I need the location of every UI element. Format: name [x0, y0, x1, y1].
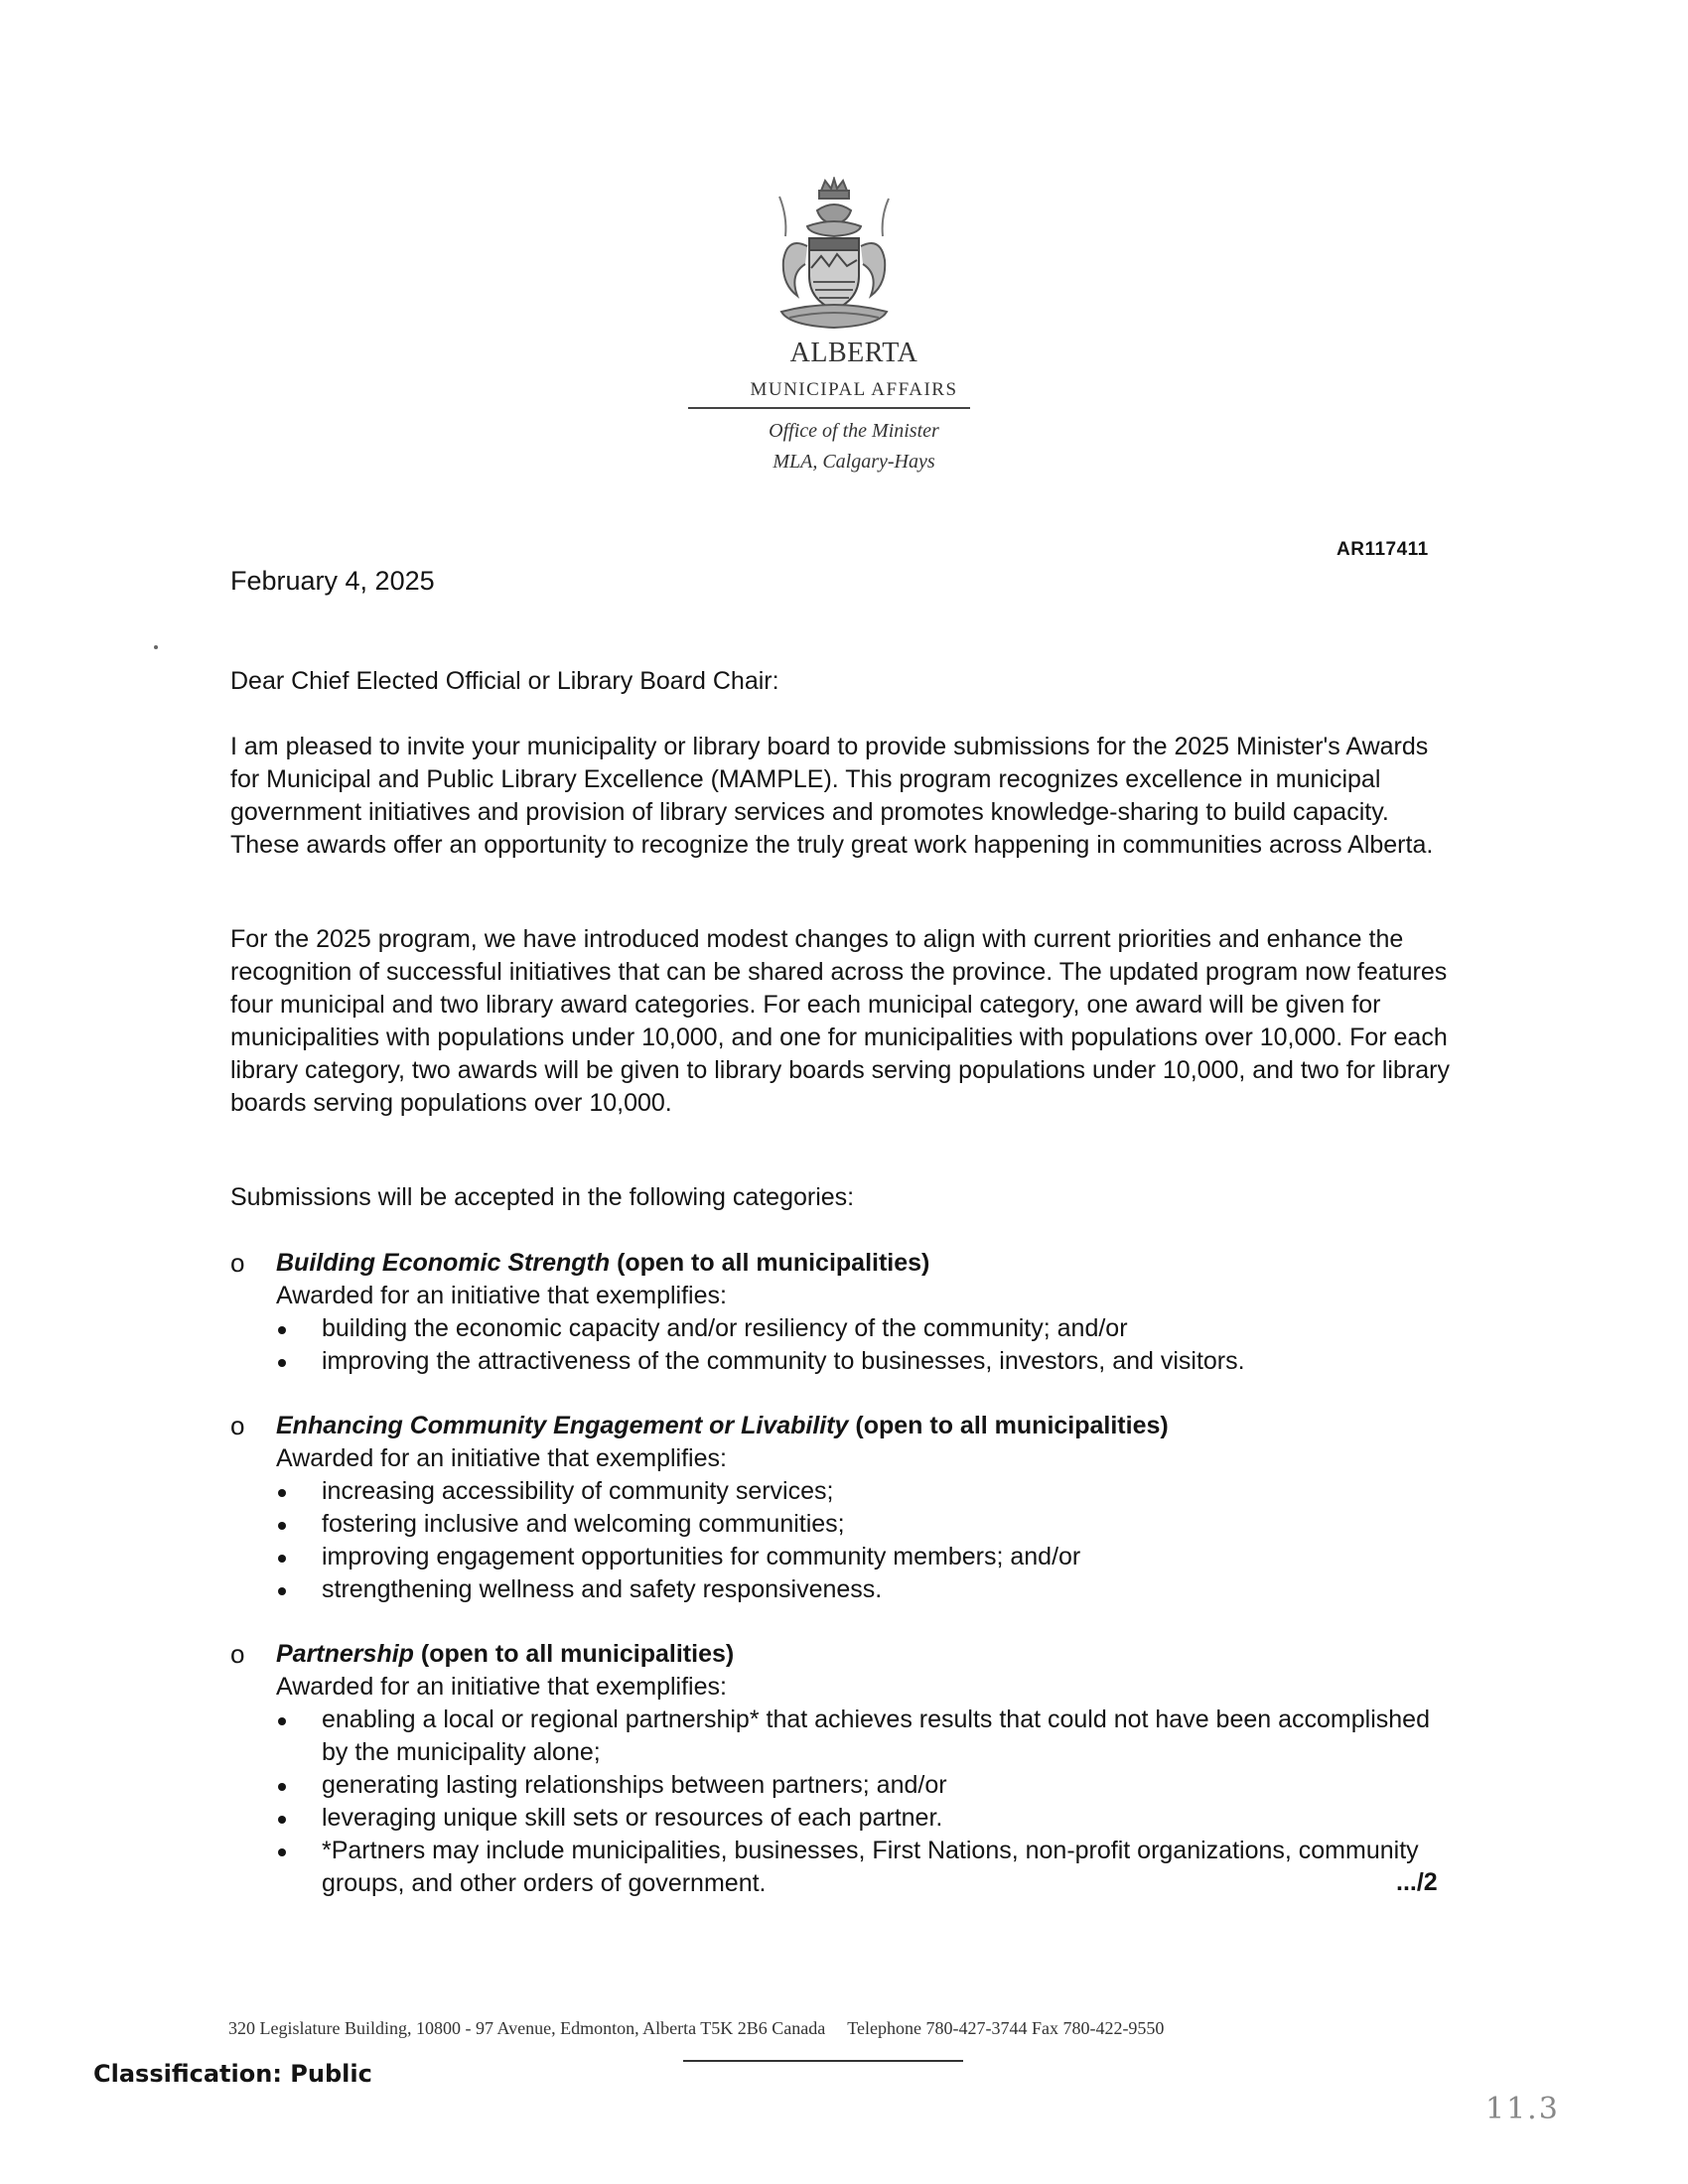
category-community-engagement	[230, 1410, 1462, 1606]
category-heading	[230, 1638, 1462, 1671]
criteria-item	[276, 1835, 1462, 1900]
criteria-item	[276, 1769, 1462, 1802]
criteria-text: increasing accessibility of community services;	[322, 1477, 834, 1505]
bullet-icon	[278, 1717, 286, 1725]
criteria-text: improving engagement opportunities for community members; and/or	[322, 1543, 1081, 1570]
paragraph-program-changes: For the 2025 program, we have introduced modest changes to align with current priorities and enhance the recognition of successful initiatives that can be shared across the province. The updated program now features four municipal and two library award categories. For each municipal category, one award will be given for municipalities with populations under 10,000, and one for municipalities with populations over 10,000. For each library category, two awards will be given to library boards serving populations under 10,000, and two for library boards serving populations over 10,000.	[230, 925, 1450, 1117]
bullet-icon	[278, 1587, 286, 1595]
letterhead-office: Office of the Minister	[769, 420, 939, 442]
category-title: Enhancing Community Engagement or Livability	[276, 1412, 849, 1439]
bullet-icon	[278, 1326, 286, 1334]
criteria-text: *Partners may include municipalities, businesses, First Nations, non-profit organizations, community groups, and other orders of government.	[322, 1837, 1419, 1897]
category-heading	[230, 1247, 1462, 1280]
category-partnership	[230, 1638, 1462, 1900]
letter-date: February 4, 2025	[230, 566, 435, 596]
list-marker: o	[230, 1411, 245, 1440]
category-building-economic-strength	[230, 1247, 1462, 1378]
footer-contact	[228, 2018, 1460, 2039]
paragraph-invitation: I am pleased to invite your municipality or library board to provide submissions for the 2025 Minister's Awards for Municipal and Public Library Excellence (MAMPLE). This program recognizes excellence in municipal government initiatives and provision of library services and promotes knowledge-sharing to build capacity. These awards offer an opportunity to recognize the truly great work happening in communities across Alberta.	[230, 733, 1434, 859]
bullet-icon	[278, 1555, 286, 1563]
handwritten-note: 11.3	[1485, 2092, 1560, 2126]
criteria-list	[230, 1475, 1462, 1606]
salutation: Dear Chief Elected Official or Library Board Chair:	[230, 667, 779, 695]
criteria-item	[276, 1704, 1462, 1769]
page-continuation: .../2	[1396, 1868, 1438, 1896]
letterhead-divider	[688, 407, 970, 409]
criteria-text: building the economic capacity and/or resiliency of the community; and/or	[322, 1314, 1128, 1342]
category-title: Building Economic Strength	[276, 1249, 611, 1277]
bullet-icon	[278, 1359, 286, 1367]
category-awarded-for: Awarded for an initiative that exemplifies:	[276, 1444, 727, 1472]
footer-phone: Telephone 780-427-3744 Fax 780-422-9550	[847, 2018, 1165, 2038]
category-heading	[230, 1410, 1462, 1442]
criteria-text: improving the attractiveness of the community to businesses, investors, and visitors.	[322, 1347, 1245, 1375]
criteria-item	[276, 1345, 1462, 1378]
footer-address: 320 Legislature Building, 10800 - 97 Avenue, Edmonton, Alberta T5K 2B6 Canada	[228, 2018, 826, 2038]
stray-mark	[154, 645, 158, 649]
bullet-icon	[278, 1816, 286, 1824]
footer-divider	[683, 2060, 963, 2062]
list-marker: o	[230, 1248, 245, 1278]
criteria-item	[276, 1508, 1462, 1541]
criteria-list	[230, 1312, 1462, 1378]
category-eligibility: (open to all municipalities)	[420, 1640, 735, 1668]
criteria-text: generating lasting relationships between partners; and/or	[322, 1771, 947, 1799]
letterhead-department: MUNICIPAL AFFAIRS	[750, 379, 958, 400]
criteria-item	[276, 1541, 1462, 1573]
criteria-item	[276, 1573, 1462, 1606]
criteria-text: enabling a local or regional partnership* that achieves results that could not have been accomplished by the municipality alone;	[322, 1706, 1430, 1766]
categories-intro: Submissions will be accepted in the following categories:	[230, 1183, 855, 1211]
bullet-icon	[278, 1783, 286, 1791]
criteria-list	[230, 1704, 1462, 1900]
criteria-item	[276, 1802, 1462, 1835]
criteria-text: strengthening wellness and safety responsiveness.	[322, 1575, 883, 1603]
letterhead-mla: MLA, Calgary-Hays	[773, 451, 935, 473]
bullet-icon	[278, 1489, 286, 1497]
bullet-icon	[278, 1522, 286, 1530]
alberta-crest-icon	[760, 177, 909, 336]
list-marker: o	[230, 1639, 245, 1669]
category-eligibility: (open to all municipalities)	[855, 1412, 1169, 1439]
criteria-item	[276, 1312, 1462, 1345]
category-title: Partnership	[276, 1640, 414, 1668]
bullet-icon	[278, 1848, 286, 1856]
reference-number: AR117411	[1336, 539, 1429, 560]
category-eligibility: (open to all municipalities)	[617, 1249, 930, 1277]
criteria-text: leveraging unique skill sets or resources of each partner.	[322, 1804, 943, 1832]
category-awarded-for: Awarded for an initiative that exemplifies:	[276, 1673, 727, 1701]
letterhead-organization: ALBERTA	[789, 338, 918, 368]
classification-label: Classification: Public	[93, 2060, 372, 2088]
criteria-text: fostering inclusive and welcoming communities;	[322, 1510, 845, 1538]
criteria-item	[276, 1475, 1462, 1508]
category-awarded-for: Awarded for an initiative that exemplifies:	[276, 1282, 727, 1309]
